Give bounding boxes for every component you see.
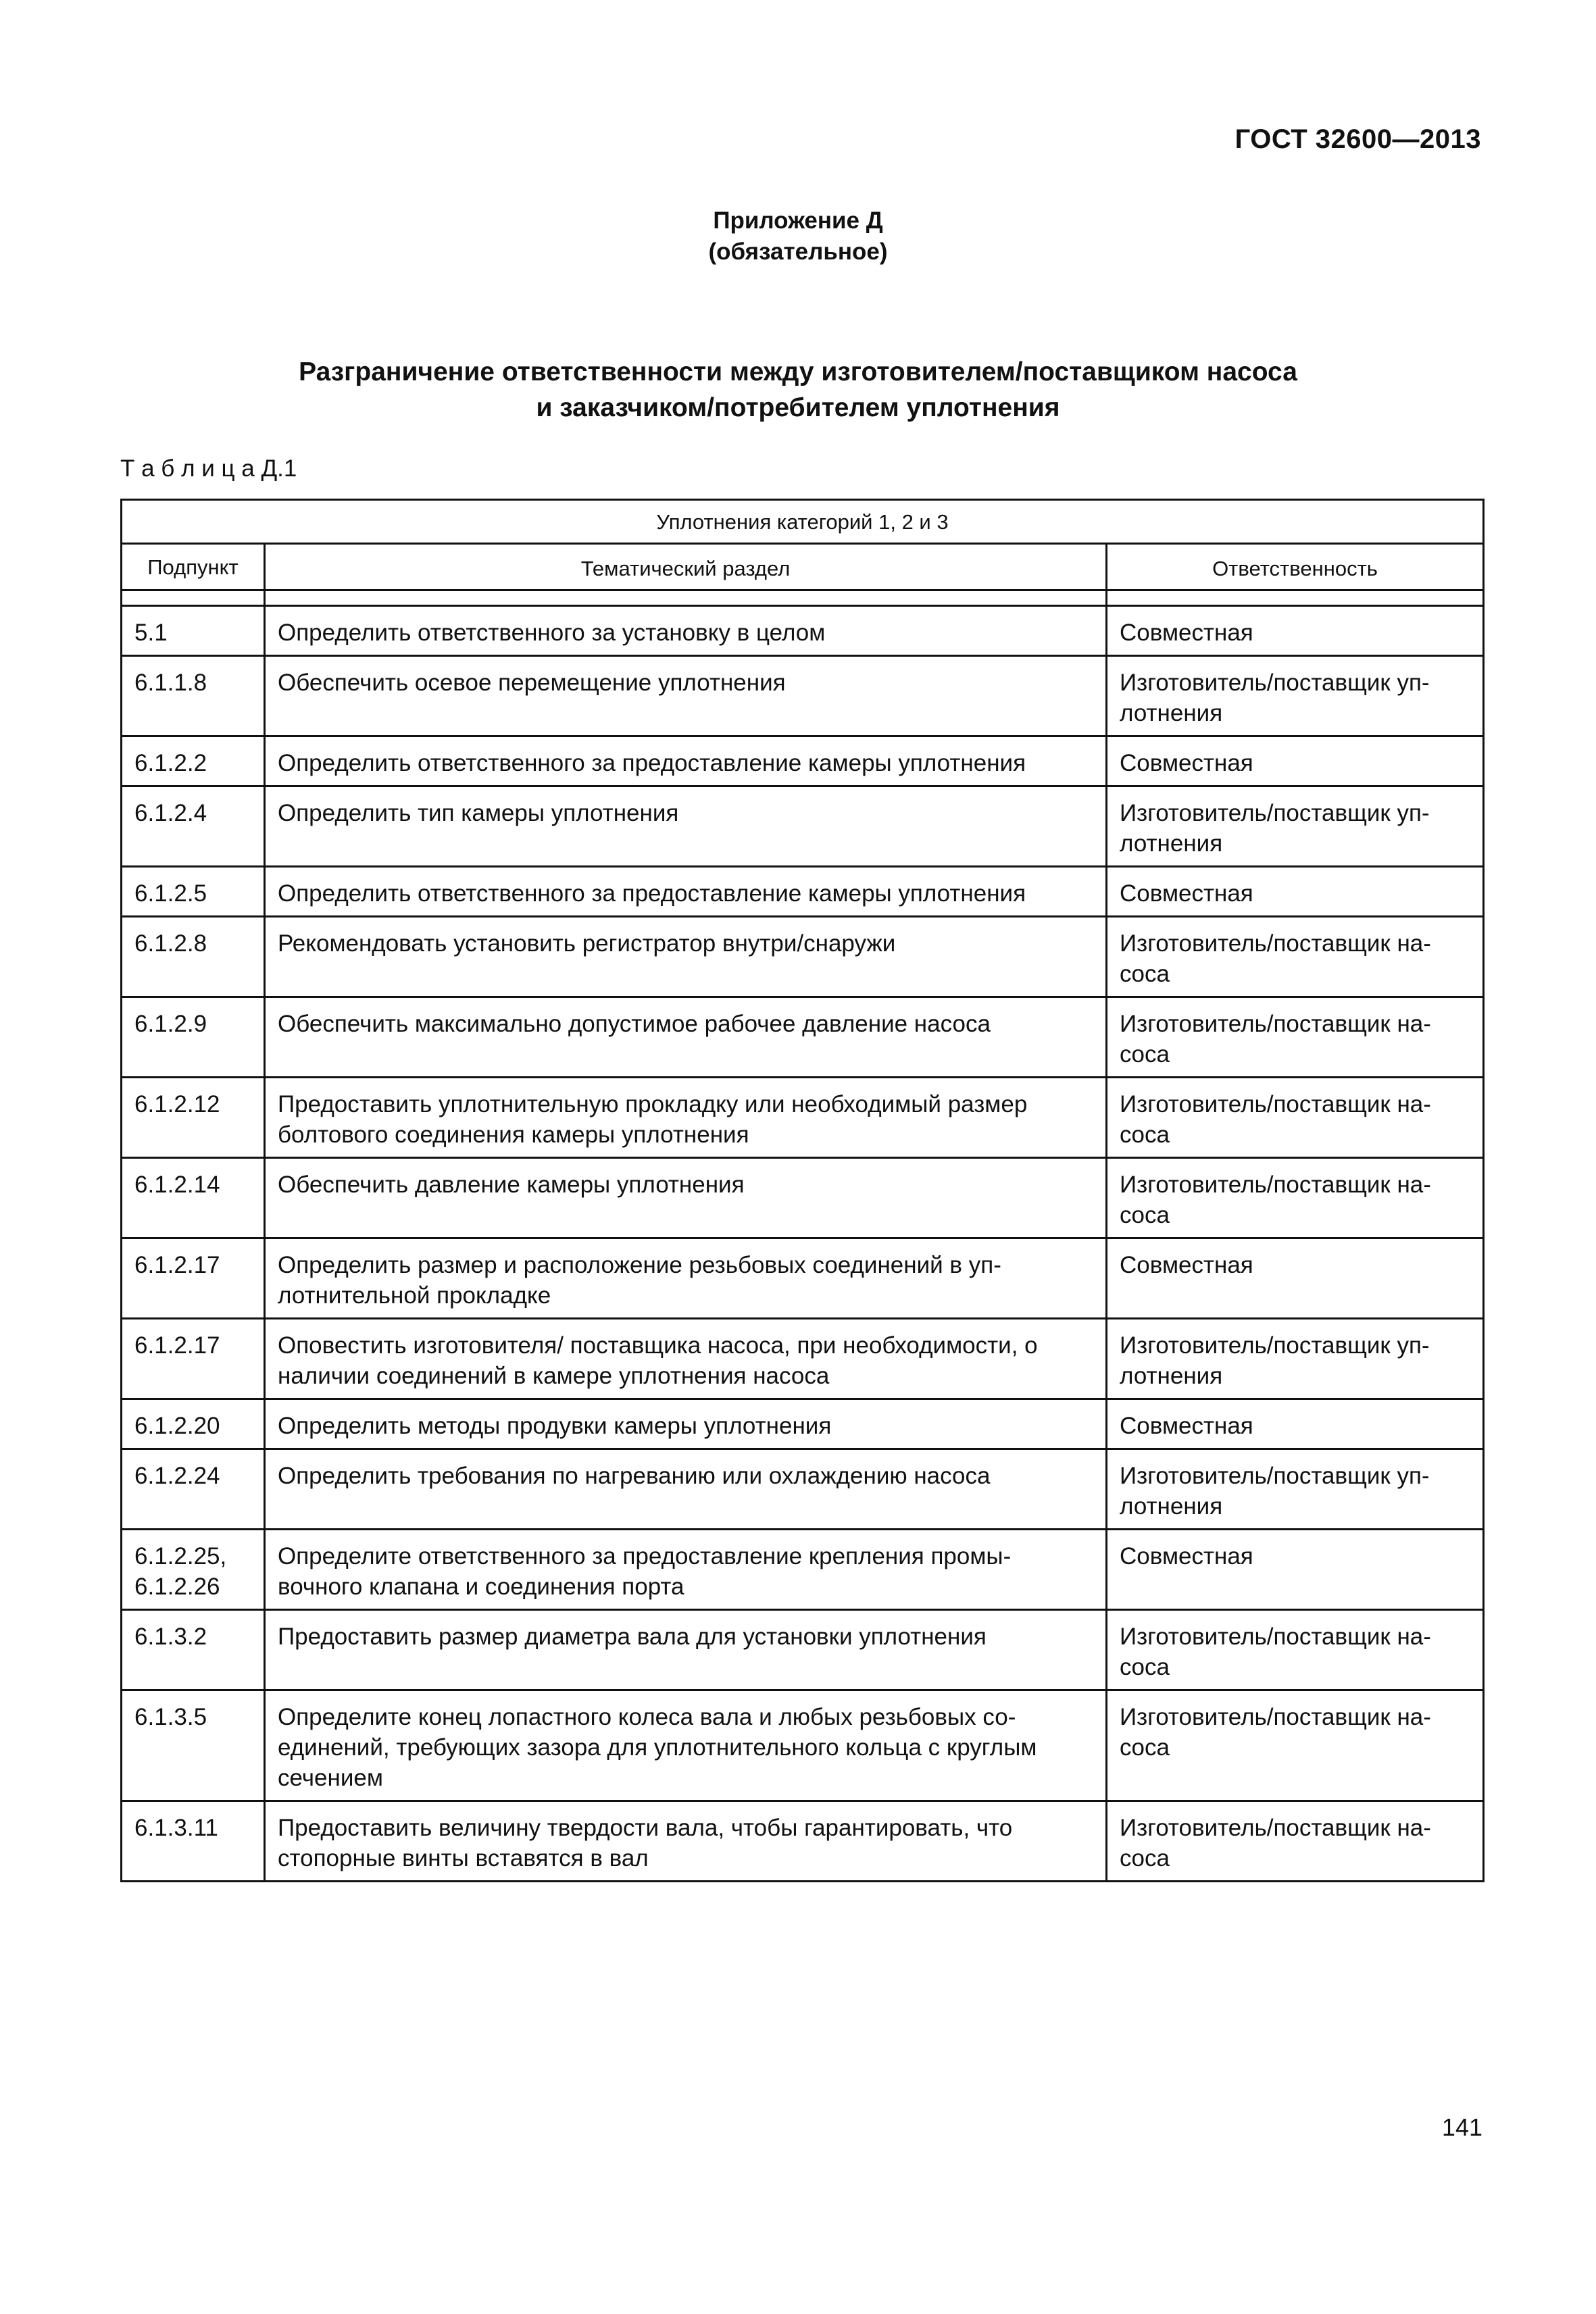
table-row: [122, 1449, 1484, 1530]
responsibility-cell: Совместная: [1107, 1238, 1484, 1319]
responsibility-cell: Изготовитель/поставщик уп-лотнения: [1107, 786, 1484, 867]
table-group-header: Уплотнения категорий 1, 2 и 3: [122, 500, 1484, 544]
responsibility-cell: Изготовитель/поставщик уп-лотнения: [1107, 656, 1484, 736]
table-row: [122, 656, 1484, 736]
subclause-cell: 5.1: [122, 606, 265, 656]
table-row: [122, 1399, 1484, 1449]
responsibility-cell: Изготовитель/поставщик на-coca: [1107, 917, 1484, 997]
responsibility-cell: Изготовитель/поставщик на-coca: [1107, 1801, 1484, 1882]
responsibility-cell: Изготовитель/поставщик на-coca: [1107, 1158, 1484, 1238]
responsibility-cell: Изготовитель/поставщик на-coca: [1107, 1610, 1484, 1690]
topic-cell: Определить требования по нагреванию или охлаждению насоса: [265, 1449, 1107, 1530]
responsibility-cell: Изготовитель/поставщик на-coca: [1107, 1078, 1484, 1158]
table-row: [122, 917, 1484, 997]
subclause-cell: 6.1.2.12: [122, 1078, 265, 1158]
document-title: [0, 354, 1596, 426]
responsibility-cell: Совместная: [1107, 736, 1484, 786]
spacer-cell: [1107, 590, 1484, 606]
topic-cell: Определите ответственного за предоставление крепления промы-вочного клапана и соединения порта: [265, 1530, 1107, 1610]
topic-cell: Обеспечить осевое перемещение уплотнения: [265, 656, 1107, 736]
standard-designation: ГОСТ 32600—2013: [1235, 124, 1481, 154]
page-number: 141: [1441, 2113, 1482, 2141]
topic-cell: Рекомендовать установить регистратор внутри/снаружи: [265, 917, 1107, 997]
subclause-cell: 6.1.2.25, 6.1.2.26: [122, 1530, 265, 1610]
table-row: [122, 997, 1484, 1078]
subclause-cell: 6.1.3.5: [122, 1690, 265, 1801]
subclause-cell: 6.1.2.9: [122, 997, 265, 1078]
subclause-cell: 6.1.2.8: [122, 917, 265, 997]
responsibility-cell: Совместная: [1107, 1399, 1484, 1449]
table-row: [122, 867, 1484, 917]
responsibility-cell: Изготовитель/поставщик на-coca: [1107, 997, 1484, 1078]
topic-cell: Предоставить уплотнительную прокладку или необходимый размер болтового соединения камеры уплотнения: [265, 1078, 1107, 1158]
topic-cell: Определить тип камеры уплотнения: [265, 786, 1107, 867]
annex-status: (обязательное): [708, 238, 888, 265]
subclause-cell: 6.1.2.17: [122, 1238, 265, 1319]
table-caption: Т а б л и ц а Д.1: [120, 455, 297, 482]
annex-title: Приложение Д: [713, 207, 883, 234]
subclause-cell: 6.1.3.2: [122, 1610, 265, 1690]
subclause-cell: 6.1.2.24: [122, 1449, 265, 1530]
topic-cell: Определить методы продувки камеры уплотнения: [265, 1399, 1107, 1449]
table-row: [122, 1690, 1484, 1801]
topic-cell: Обеспечить давление камеры уплотнения: [265, 1158, 1107, 1238]
table-row: [122, 736, 1484, 786]
document-title-line-2: и заказчиком/потребителем уплотнения: [536, 393, 1060, 422]
topic-cell: Определить ответственного за предоставление камеры уплотнения: [265, 736, 1107, 786]
subclause-cell: 6.1.2.20: [122, 1399, 265, 1449]
topic-cell: Предоставить размер диаметра вала для установки уплотнения: [265, 1610, 1107, 1690]
responsibility-cell: Совместная: [1107, 606, 1484, 656]
table-row: [122, 1238, 1484, 1319]
table-row: [122, 606, 1484, 656]
subclause-cell: 6.1.3.11: [122, 1801, 265, 1882]
table-row: [122, 1078, 1484, 1158]
subclause-cell: 6.1.2.4: [122, 786, 265, 867]
responsibility-cell: Совместная: [1107, 1530, 1484, 1610]
document-title-line-1: Разграничение ответственности между изготовителем/поставщиком насоса: [299, 357, 1297, 386]
table-row: [122, 1530, 1484, 1610]
table-row: [122, 786, 1484, 867]
spacer-cell: [265, 590, 1107, 606]
spacer-cell: [122, 590, 265, 606]
responsibility-table: [120, 499, 1485, 1882]
table-row: [122, 1158, 1484, 1238]
topic-cell: Определить ответственного за предоставление камеры уплотнения: [265, 867, 1107, 917]
responsibility-cell: Изготовитель/поставщик уп-лотнения: [1107, 1449, 1484, 1530]
topic-cell: Предоставить величину твердости вала, чтобы гарантировать, что стопорные винты вставятся в вал: [265, 1801, 1107, 1882]
topic-cell: Определить размер и расположение резьбовых соединений в уп-лотнительной прокладке: [265, 1238, 1107, 1319]
subclause-cell: 6.1.2.5: [122, 867, 265, 917]
topic-cell: Обеспечить максимально допустимое рабочее давление насоса: [265, 997, 1107, 1078]
topic-cell: Определите конец лопастного колеса вала и любых резьбовых со-единений, требующих зазора для уплотнительного кольца с круглым сечением: [265, 1690, 1107, 1801]
subclause-cell: 6.1.2.14: [122, 1158, 265, 1238]
topic-cell: Определить ответственного за установку в целом: [265, 606, 1107, 656]
header-spacer-row: [122, 590, 1484, 606]
column-header-responsibility: Ответственность: [1107, 544, 1484, 590]
responsibility-cell: Совместная: [1107, 867, 1484, 917]
subclause-cell: 6.1.2.2: [122, 736, 265, 786]
topic-cell: Оповестить изготовителя/ поставщика насоса, при необходимости, о наличии соединений в камере уплотнения насоса: [265, 1319, 1107, 1399]
column-header-topic: Тематический раздел: [265, 544, 1107, 590]
column-header-subclause: Подпункт: [122, 544, 265, 590]
annex-heading: [0, 205, 1596, 268]
responsibility-cell: Изготовитель/поставщик уп-лотнения: [1107, 1319, 1484, 1399]
subclause-cell: 6.1.1.8: [122, 656, 265, 736]
table-row: [122, 1801, 1484, 1882]
responsibility-cell: Изготовитель/поставщик на-coca: [1107, 1690, 1484, 1801]
subclause-cell: 6.1.2.17: [122, 1319, 265, 1399]
table-row: [122, 1319, 1484, 1399]
table-row: [122, 1610, 1484, 1690]
